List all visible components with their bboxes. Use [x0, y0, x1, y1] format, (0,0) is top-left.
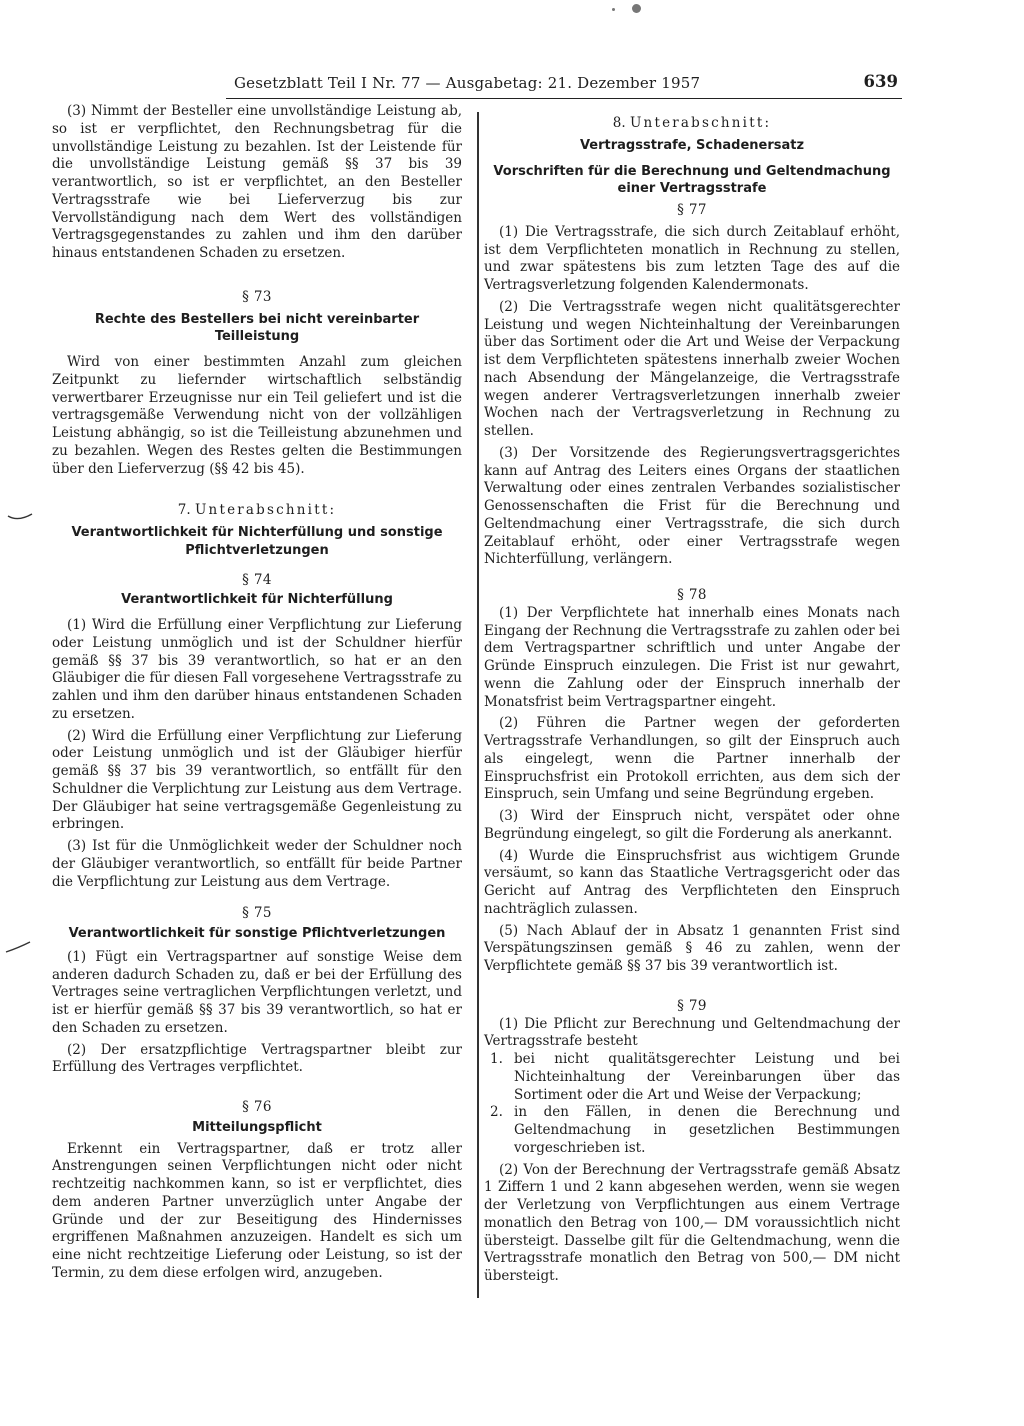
- list-number: 2.: [490, 1104, 503, 1121]
- paragraph: (2) Von der Berechnung der Vertragsstrafe gemäß Absatz 1 Ziffern 1 und 2 kann abgesehen werden, wenn sie wegen der Verletzung von Verpflichtungen aus einem Vertrage monatlich den Betrag von 100,— DM voraussichtlich nicht übersteigt. Dasselbe gilt für die Geltendmachung, wenn die Vertragsstrafe monatlich den Betrag von 500,— DM nicht übersteigt.: [484, 1161, 900, 1284]
- subsection-heading: [52, 502, 462, 520]
- paragraph: (3) Ist für die Unmöglichkeit weder der Schuldner noch der Gläubiger verantwortlich, so entfällt für beide Partner die Verpflichtung zur Leistung aus dem Vertrage.: [52, 838, 462, 890]
- section-number: § 79: [677, 997, 707, 1014]
- paragraph: (1) Wird die Erfüllung einer Verpflichtung zur Lieferung oder Leistung unmöglich und ist der Schuldner hierfür gemäß §§ 37 bis 39 verantwortlich, so hat er an den Gläubiger die für diesen Fall vorgesehene Vertragsstrafe zu zahlen und ihm den darüber hinaus entstandenen Schaden zu ersetzen.: [52, 617, 462, 722]
- paragraph: Wird von einer bestimmten Anzahl zum gleichen Zeitpunkt zu liefernder wirtschaftlich selbständig verwertbarer Erzeugnisse nur ein Teil geliefert und ist die vertragsgemäße Verwendung nicht von der vollzähligen Leistung abhängig, so ist die Teilleistung abzunehmen und zu bezahlen. Wegen des Restes gelten die Bestimmungen über den Lieferverzug (§§ 42 bis 45).: [52, 354, 462, 477]
- ink-dot: [612, 8, 615, 11]
- paragraph: (4) Wurde die Einspruchsfrist aus wichtigem Grunde versäumt, so kann das Staatliche Vertragsgericht oder das Gericht auf Antrag des Verpflichteten den Einspruch nachträglich zulassen.: [484, 847, 900, 917]
- section-number: § 75: [242, 905, 272, 922]
- section-number: § 76: [242, 1099, 272, 1115]
- page-header: [226, 72, 902, 99]
- paragraph: (2) Wird die Erfüllung einer Verpflichtung zur Lieferung oder Leistung unmöglich und ist der Gläubiger hierfür gemäß §§ 37 bis 39 verantwortlich, so entfällt für den Schuldner die Verplichtung zur Leistung aus dem Vertrage. Der Gläubiger hat seine vertragsgemäße Gegenleistung zu erbringen.: [52, 727, 462, 833]
- subsection-word: Unterabschnitt:: [629, 115, 772, 131]
- paragraph: (1) Fügt ein Vertragspartner auf sonstige Weise dem anderen dadurch Schaden zu, daß er bei der Erfüllung des Vertrages seine vertraglichen Verpflichtungen verletzt, und ist er hierfür gemäß §§ 37 bis 39 verantwortlich, so hat er den Schaden zu ersetzen.: [52, 948, 462, 1036]
- column-divider: [477, 112, 479, 1298]
- paragraph: (2) Der ersatzpflichtige Vertragspartner bleibt zur Erfüllung des Vertrages verpflichtet.: [52, 1041, 462, 1076]
- list-number: 1.: [490, 1051, 503, 1067]
- section-title: Rechte des Bestellers bei nicht vereinbarter Teilleistung: [94, 311, 420, 345]
- list-text: bei nicht qualitätsgerechter Leistung und bei Nichteinhaltung der Vereinbarungen über das Sortiment oder die Art und Weise der Verpackung;: [514, 1051, 900, 1103]
- paragraph: Erkennt ein Vertragspartner, daß er trotz aller Anstrengungen seinen Verpflichtungen nicht oder nicht rechtzeitig nachkommen kann, so ist er verpflichtet, dies dem anderen Partner unverzüglich unter Angabe der Gründe und der zur Beseitigung des Hindernisses ergriffenen Maßnahmen anzuzeigen. Handelt es sich um eine nicht rechtzeitige Lieferung oder Leistung, so ist der Termin, zu dem diese erfolgen wird, anzugeben.: [52, 1140, 462, 1281]
- subsection-subtitle: Vorschriften für die Berechnung und Geltendmachung einer Vertragsstrafe: [493, 163, 891, 197]
- subsection-title: Vertragsstrafe, Schadenersatz: [579, 137, 805, 153]
- paragraph: (1) Die Vertragsstrafe, die sich durch Zeitablauf erhöht, ist dem Verpflichteten monatlich in Rechnung zu stellen, und zwar spätestens bis zum letzten Tage des auf die Vertragsverletzung folgenden Kalendermonats.: [484, 223, 900, 293]
- paragraph: (3) Der Vorsitzende des Regierungsvertragsgerichtes kann auf Antrag des Leiters eines Organs der staatlichen Verwaltung oder eines zentralen Verbandes sozialistischer Genossenschaften die Frist für die Berechnung und Geltendmachung einer Vertragsstrafe, die sich durch Zeitablauf erhöht, oder einer Vertragsstrafe wegen Nichterfüllung, verlängern.: [484, 444, 900, 568]
- subsection-number: 7.: [177, 502, 191, 519]
- header-title: Gesetzblatt Teil I Nr. 77 — Ausgabetag: 21. Dezember 1957: [234, 74, 701, 92]
- subsection-number: 8.: [612, 115, 626, 131]
- section-number: § 73: [242, 288, 272, 305]
- paragraph: (2) Die Vertragsstrafe wegen nicht qualitätsgerechter Leistung und wegen Nichteinhaltung der Vereinbarungen über das Sortiment oder die Art und Weise der Verpackung ist dem Verpflichteten spätestens innerhalb zweier Wochen nach Absendung der Mängelanzeige, die Vertragsstrafe wegen anderer Vertragsverletzungen innerhalb zweier Wochen nach der Vertragsverletzung in Rechnung zu stellen.: [484, 298, 900, 439]
- margin-mark: [6, 510, 34, 524]
- list-text: in den Fällen, in denen die Berechnung und Geltendmachung in gesetzlichen Bestimmungen vorgeschrieben ist.: [514, 1104, 900, 1156]
- subsection-word: Unterabschnitt:: [194, 502, 337, 519]
- paragraph: (5) Nach Ablauf der in Absatz 1 genannten Frist sind Verspätungszinsen gemäß § 46 zu zahlen, wenn der Verpflichtete gemäß §§ 37 bis 39 verantwortlich ist.: [484, 922, 900, 974]
- section-title: Verantwortlichkeit für Nichterfüllung: [121, 592, 393, 608]
- section-title: Verantwortlichkeit für sonstige Pflichtverletzungen: [68, 926, 446, 941]
- section-number: § 78: [677, 587, 707, 603]
- paragraph: (3) Nimmt der Besteller eine unvollständige Leistung ab, so ist er verpflichtet, den Rechnungsbetrag für die unvollständige Leistung zu bezahlen. Ist der Leistende für die unvollständige Leistung gemäß §§ 37 bis 39 verantwortlich, so ist er verpflichtet, an den Besteller Vertragsstrafe wie bei Lieferverzug bis zur Vervollständigung nach dem Wert des vollständigen Vertragsgegenstandes zu zahlen und ihm den darüber hinaus entstandenen Schaden zu ersetzen.: [52, 103, 462, 261]
- subsection-title: Verantwortlichkeit für Nichterfüllung und sonstige Pflichtverletzungen: [71, 525, 443, 558]
- list-item: [484, 1104, 900, 1157]
- page-number: 639: [863, 72, 898, 91]
- left-column: [52, 103, 462, 1283]
- paragraph: (1) Der Verpflichtete hat innerhalb eines Monats nach Eingang der Rechnung die Vertragsstrafe zu zahlen oder bei dem Vertragspartner schriftlich und unter Angabe der Gründe Einspruch einzulegen. Die Frist ist nur gewahrt, wenn die Zahlung oder der Einspruch innerhalb der Monatsfrist beim Vertragspartner eingeht.: [484, 604, 900, 710]
- section-number: § 74: [242, 571, 272, 588]
- list-item: [484, 1051, 900, 1104]
- paragraph: (1) Die Pflicht zur Berechnung und Geltendmachung der Vertragsstrafe besteht: [484, 1015, 900, 1050]
- subsection-heading: [484, 115, 900, 133]
- right-column: [484, 103, 900, 1286]
- ink-blot: [632, 4, 641, 13]
- section-title: Mitteilungspflicht: [192, 1119, 322, 1135]
- paragraph: (2) Führen die Partner wegen der geforderten Vertragsstrafe Verhandlungen, so gilt der Einspruch auch als eingelegt, wenn die Partner innerhalb der Einspruchsfrist ein Protokoll errichten, aus dem sich der Einspruch, sein Umfang und seine Begründung ergeben.: [484, 715, 900, 803]
- paragraph: (3) Wird der Einspruch nicht, verspätet oder ohne Begründung eingelegt, so gilt die Forderung als anerkannt.: [484, 808, 900, 842]
- margin-mark: [4, 940, 32, 954]
- section-number: § 77: [677, 202, 707, 218]
